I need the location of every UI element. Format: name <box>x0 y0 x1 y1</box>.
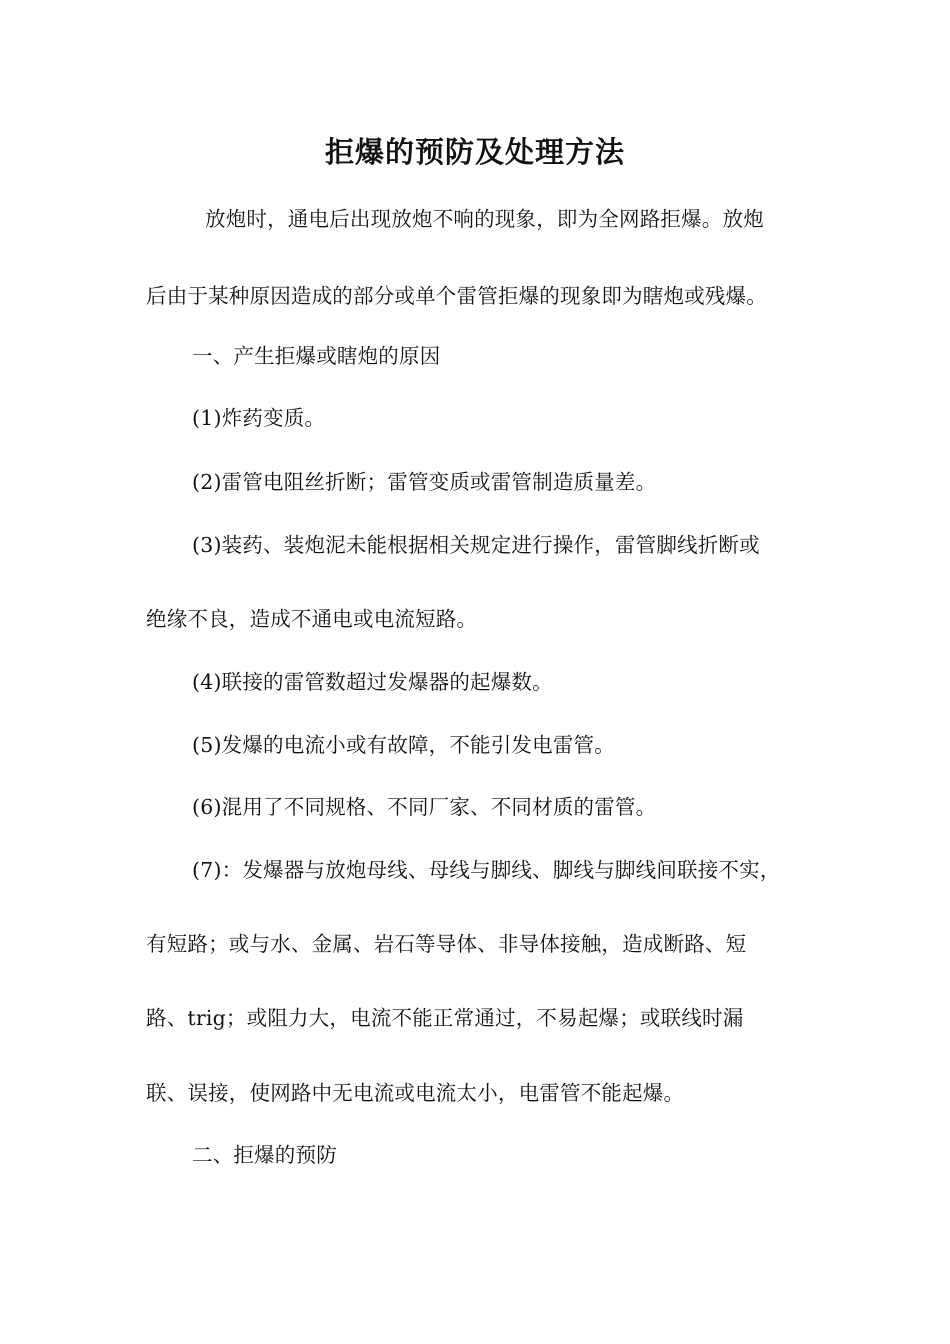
list-item: (3)装药、装炮泥未能根据相关规定进行操作，雷管脚线折断或 <box>192 533 760 557</box>
list-item: (7)：发爆器与放炮母线、母线与脚线、脚线与脚线间联接不实， <box>192 858 781 882</box>
paragraph-line: 绝缘不良，造成不通电或电流短路。 <box>146 607 478 631</box>
list-item: (1)炸药变质。 <box>192 406 326 430</box>
paragraph-line: 有短路；或与水、金属、岩石等导体、非导体接触，造成断路、短 <box>146 932 747 956</box>
paragraph-line: 路、trig；或阻力大，电流不能正常通过，不易起爆；或联线时漏 <box>146 1006 744 1030</box>
list-item: (6)混用了不同规格、不同厂家、不同材质的雷管。 <box>192 795 657 819</box>
list-item: (5)发爆的电流小或有故障，不能引发电雷管。 <box>192 733 615 757</box>
list-item: (2)雷管电阻丝折断；雷管变质或雷管制造质量差。 <box>192 470 657 494</box>
paragraph-line: 放炮时，通电后出现放炮不响的现象，即为全网路拒爆。放炮 <box>205 207 764 231</box>
paragraph-line: 联、误接，使网路中无电流或电流太小，电雷管不能起爆。 <box>146 1081 685 1105</box>
section-heading: 一、产生拒爆或瞎炮的原因 <box>192 344 441 368</box>
section-heading: 二、拒爆的预防 <box>192 1143 337 1167</box>
document-title: 拒爆的预防及处理方法 <box>324 135 625 169</box>
paragraph-line: 后由于某种原因造成的部分或单个雷管拒爆的现象即为瞎炮或残爆。 <box>146 284 767 308</box>
list-item: (4)联接的雷管数超过发爆器的起爆数。 <box>192 670 553 694</box>
